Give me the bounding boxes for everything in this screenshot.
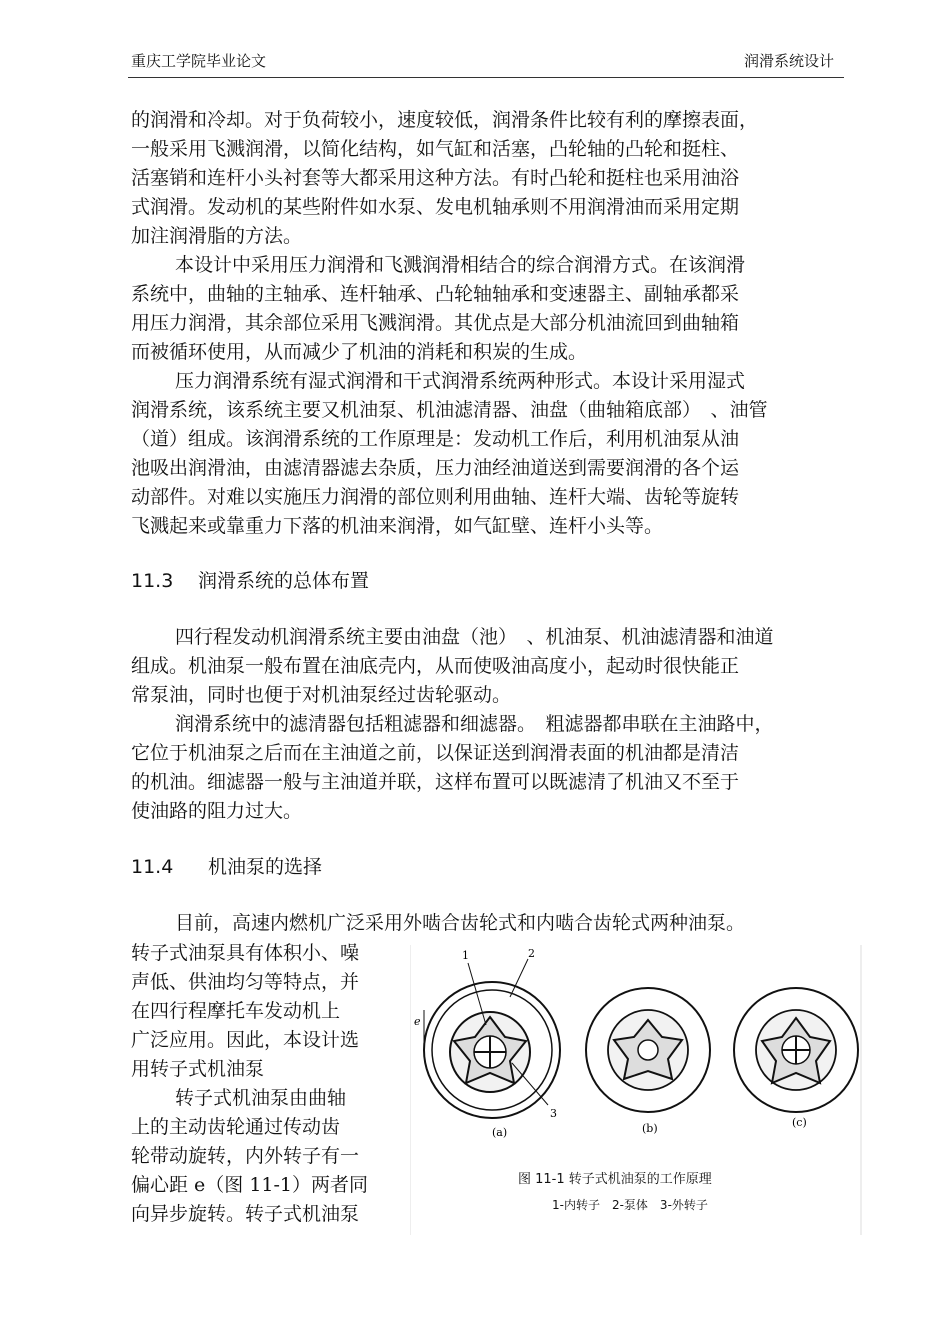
text-line: 在四行程摩托车发动机上 <box>131 1000 341 1022</box>
section-title: 润滑系统的总体布置 <box>198 570 370 592</box>
text-line: 转子式油泵具有体积小、噪 <box>131 942 360 964</box>
text-line: 加注润滑脂的方法。 <box>131 225 303 247</box>
pump-c <box>734 988 858 1112</box>
text-line: 的机油。细滤器一般与主油道并联，这样布置可以既滤清了机油又不至于 <box>131 771 740 793</box>
page-header-left: 重庆工学院毕业论文 <box>131 52 267 70</box>
label-a: (a) <box>492 1126 508 1139</box>
text-line: （道）组成。该润滑系统的工作原理是：发动机工作后，利用机油泵从油 <box>131 428 740 450</box>
text-line: 用转子式机油泵 <box>131 1058 265 1080</box>
section-number: 11.4 <box>131 856 174 878</box>
text-line: 它位于机油泵之后而在主油道之前，以保证送到润滑表面的机油都是清洁 <box>131 742 740 764</box>
text-line: 上的主动齿轮通过传动齿 <box>131 1116 341 1138</box>
text-line: 使油路的阻力过大。 <box>131 800 303 822</box>
label-c: (c) <box>792 1116 807 1129</box>
text-line: 偏心距 e（图 11-1）两者同 <box>131 1174 369 1196</box>
text-line: 而被循环使用，从而减少了机油的消耗和积炭的生成。 <box>131 341 588 363</box>
section-title: 机油泵的选择 <box>208 856 323 878</box>
header-rule <box>128 77 844 78</box>
label-1: 1 <box>462 949 469 962</box>
rotor-pump-diagram <box>410 945 862 1235</box>
label-b: (b) <box>642 1122 658 1135</box>
pump-a <box>424 959 560 1118</box>
page-header-right: 润滑系统设计 <box>744 52 835 70</box>
text-line: 声低、供油均匀等特点，并 <box>131 971 360 993</box>
text-line: 压力润滑系统有湿式润滑和干式润滑系统两种形式。本设计采用湿式 <box>175 370 746 392</box>
text-line: 组成。机油泵一般布置在油底壳内，从而使吸油高度小，起动时很快能正 <box>131 655 740 677</box>
label-2: 2 <box>528 947 535 960</box>
text-line: 系统中，曲轴的主轴承、连杆轴承、凸轮轴轴承和变速器主、副轴承都采 <box>131 283 740 305</box>
text-line: 广泛应用。因此，本设计选 <box>131 1029 360 1051</box>
text-line: 轮带动旋转，内外转子有一 <box>131 1145 360 1167</box>
text-line: 的润滑和冷却。对于负荷较小，速度较低，润滑条件比较有利的摩擦表面， <box>131 109 759 131</box>
label-3: 3 <box>550 1107 557 1120</box>
text-line: 一般采用飞溅润滑，以简化结构，如气缸和活塞，凸轮轴的凸轮和挺柱、 <box>131 138 740 160</box>
section-number: 11.3 <box>131 570 174 592</box>
text-line: 式润滑。发动机的某些附件如水泵、发电机轴承则不用润滑油而采用定期 <box>131 196 740 218</box>
text-line: 池吸出润滑油，由滤清器滤去杂质，压力油经油道送到需要润滑的各个运 <box>131 457 740 479</box>
text-line: 用压力润滑，其余部位采用飞溅润滑。其优点是大部分机油流回到曲轴箱 <box>131 312 740 334</box>
pump-b <box>586 988 710 1112</box>
text-line: 常泵油，同时也便于对机油泵经过齿轮驱动。 <box>131 684 512 706</box>
figure-legend: 1-内转子 2-泵体 3-外转子 <box>552 1198 708 1212</box>
label-e: e <box>414 1015 421 1028</box>
text-line: 润滑系统中的滤清器包括粗滤器和细滤器。 粗滤器都串联在主油路中， <box>175 713 774 735</box>
text-line: 向异步旋转。转子式机油泵 <box>131 1203 360 1225</box>
text-line: 活塞销和连杆小头衬套等大都采用这种方法。有时凸轮和挺柱也采用油浴 <box>131 167 740 189</box>
text-line: 目前，高速内燃机广泛采用外啮合齿轮式和内啮合齿轮式两种油泵。 <box>175 912 746 934</box>
figure-caption: 图 11-1 转子式机油泵的工作原理 <box>518 1172 712 1187</box>
text-line: 本设计中采用压力润滑和飞溅润滑相结合的综合润滑方式。在该润滑 <box>175 254 746 276</box>
text-line: 飞溅起来或靠重力下落的机油来润滑，如气缸壁、连杆小头等。 <box>131 515 664 537</box>
rotor-pump-figure <box>410 945 862 1235</box>
text-line: 润滑系统，该系统主要又机油泵、机油滤清器、油盘（曲轴箱底部） 、油管 <box>131 399 768 421</box>
text-line: 四行程发动机润滑系统主要由油盘（池） 、机油泵、机油滤清器和油道 <box>175 626 774 648</box>
text-line: 转子式机油泵由曲轴 <box>175 1087 347 1109</box>
text-line: 动部件。对难以实施压力润滑的部位则利用曲轴、连杆大端、齿轮等旋转 <box>131 486 740 508</box>
